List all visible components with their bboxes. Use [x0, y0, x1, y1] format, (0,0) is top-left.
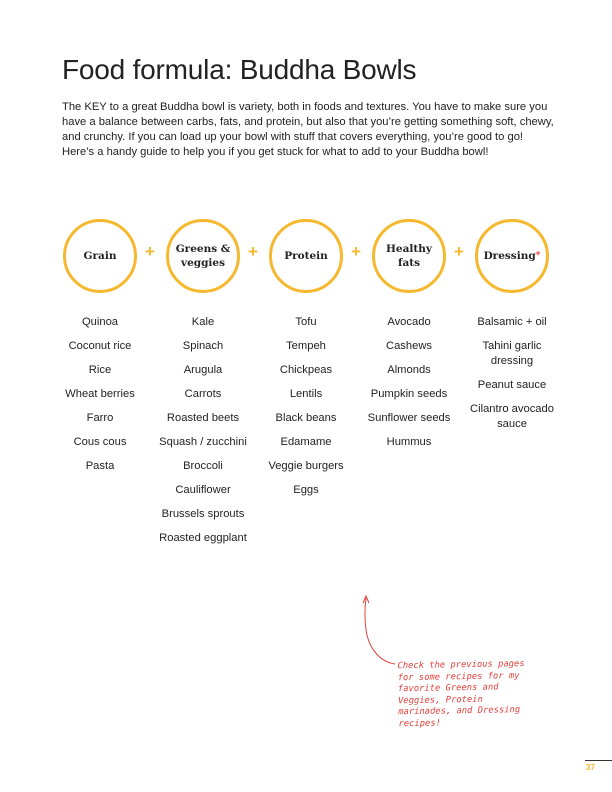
list-item: Carrots: [184, 388, 222, 400]
list-item: Roasted eggplant: [159, 532, 247, 544]
list-item: Lentils: [289, 388, 323, 400]
plus-sign: +: [145, 242, 155, 261]
protein-list: [256, 315, 356, 507]
list-item: Squash / zucchini: [159, 436, 247, 448]
intro-paragraph: The KEY to a great Buddha bowl is variety, both in foods and textures. You have to make sure you have a balance between carbs, fats, and protein, but also that you’re getting something soft, chewy, and crunchy. If you can load up your bowl with stuff that covers everything, you’re good to go! Here’s a handy guide to help you if you get stuck for what to add to your Buddha bowl!: [62, 101, 554, 158]
plus-sign: +: [351, 242, 361, 261]
list-item: Eggs: [293, 484, 319, 496]
list-item: Pasta: [85, 460, 115, 472]
list-item: Pumpkin seeds: [370, 388, 448, 400]
list-item: Brussels sprouts: [161, 508, 245, 520]
category-label-protein: Protein: [284, 250, 328, 262]
category-circle-greens: [166, 219, 240, 293]
list-item: Cous cous: [73, 436, 127, 448]
curved-arrow-icon: [355, 590, 405, 670]
list-item: Avocado: [387, 316, 431, 328]
list-item: Cauliflower: [175, 484, 231, 496]
list-item: Spinach: [182, 340, 224, 352]
greens-list: [153, 315, 253, 555]
handwritten-note: Check the previous pages for some recipes for my favorite Greens and Veggies, Protein marinades, and Dressing recipes!: [397, 659, 525, 729]
list-item: Tempeh: [286, 340, 326, 352]
list-item: Cashews: [385, 340, 432, 352]
list-item: Edamame: [280, 436, 332, 448]
page-number: 37: [586, 763, 595, 772]
list-item: Balsamic + oil: [477, 316, 547, 328]
plus-sign: +: [454, 242, 464, 261]
list-item: Hummus: [386, 436, 432, 448]
list-item: Veggie burgers: [268, 460, 344, 472]
dressing-list: [462, 315, 562, 441]
category-circle-fats: [372, 219, 446, 293]
list-item: Quinoa: [81, 316, 119, 328]
list-item: Tahini garlic dressing: [482, 340, 542, 367]
fats-list: [359, 315, 459, 459]
footer-divider: [585, 760, 612, 761]
page-title: Food formula: Buddha Bowls: [62, 54, 417, 85]
list-item: Arugula: [183, 364, 223, 376]
list-item: Almonds: [387, 364, 431, 376]
list-item: Chickpeas: [279, 364, 333, 376]
list-item: Kale: [191, 316, 215, 328]
category-label-fats: Healthy fats: [386, 243, 432, 269]
list-item: Roasted beets: [166, 412, 240, 424]
list-item: Cilantro avocado sauce: [470, 403, 554, 430]
category-circle-grain: [63, 219, 137, 293]
asterisk-marker: *: [535, 251, 541, 261]
list-item: Peanut sauce: [477, 379, 547, 391]
category-label-dressing: Dressing: [483, 250, 536, 262]
list-item: Sunflower seeds: [367, 412, 451, 424]
list-item: Rice: [88, 364, 112, 376]
list-item: Broccoli: [183, 460, 223, 472]
grain-list: [50, 315, 150, 483]
category-circle-protein: [269, 219, 343, 293]
plus-sign: +: [248, 242, 258, 261]
list-item: Black beans: [275, 412, 337, 424]
category-circle-dressing: [475, 219, 549, 293]
category-label-greens: Greens & veggies: [175, 243, 231, 269]
list-item: Farro: [86, 412, 114, 424]
list-item: Tofu: [295, 316, 317, 328]
category-label-grain: Grain: [83, 250, 117, 262]
list-item: Coconut rice: [68, 340, 132, 352]
list-item: Wheat berries: [65, 388, 135, 400]
